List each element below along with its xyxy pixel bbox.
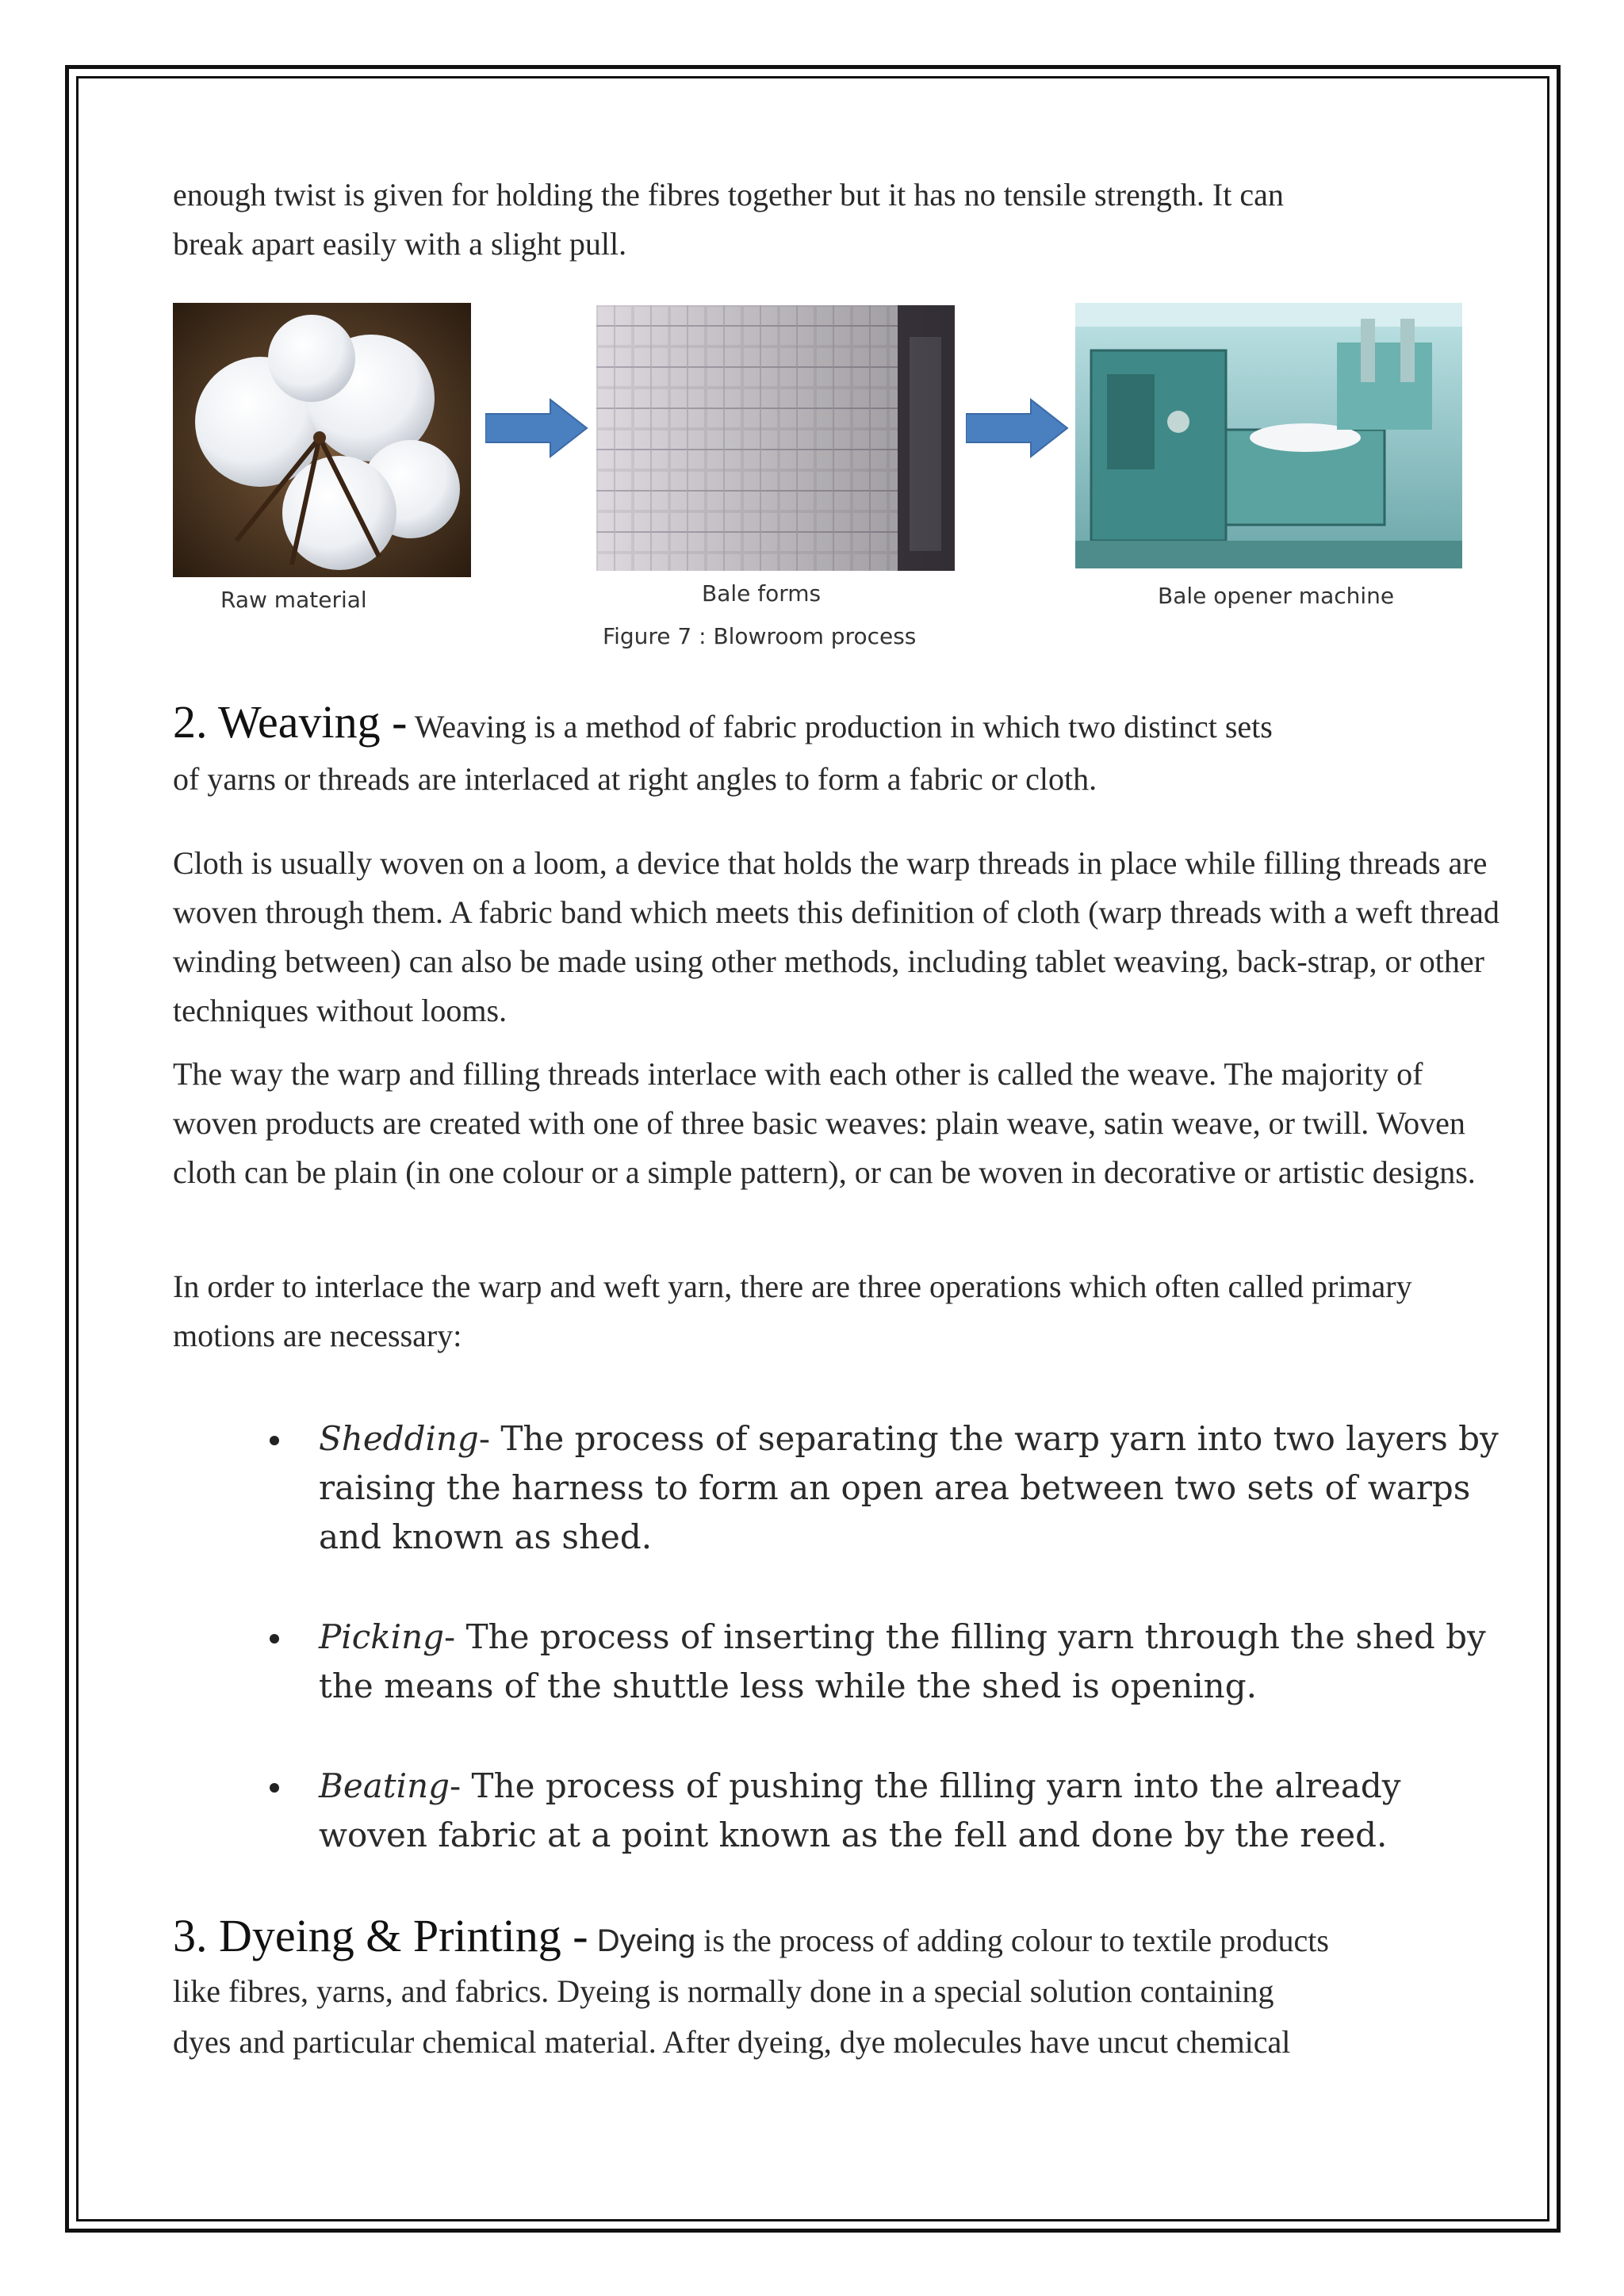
list-item-picking: Picking- The process of inserting the filling yarn through the shed by the means of the shuttle less while the shed is opening. (270, 1613, 1507, 1711)
raw-material-image (173, 303, 471, 577)
weaving-lead-line-1: Weaving is a method of fabric production in which two distinct sets (407, 709, 1273, 744)
weaving-heading: 2. Weaving - (173, 696, 408, 748)
weaving-paragraph-2: The way the warp and filling threads interlace with each other is called the weave. The majority of woven products are created with one of three basic weaves: plain weave, satin weave, or twill. Woven cloth can be plain (in one colour or a simple pattern), or can be woven in decorative or artistic designs. (173, 1056, 1476, 1190)
caption-raw-material: Raw material (220, 587, 367, 613)
weaving-paragraph-1: Cloth is usually woven on a loom, a device that holds the warp threads in place while filling threads are woven through them. A fabric band which meets this definition of cloth (warp threads with a weft thread winding between) can also be made using other methods, including tablet weaving, back-strap, or other techniques without looms. (173, 845, 1500, 1028)
list-item-shedding: Shedding- The process of separating the warp yarn into two layers by raising the harness to form an open area between two sets of warps and known as shed. (270, 1414, 1507, 1562)
weaving-lead-line-2: of yarns or threads are interlaced at right angles to form a fabric or cloth. (173, 761, 1097, 797)
term-shedding: Shedding (319, 1419, 479, 1458)
term-beating: Beating (319, 1766, 450, 1805)
bale-opener-image (1075, 303, 1462, 568)
dyeing-paragraph: 3. Dyeing & Printing - Dyeing is the process of adding colour to textile products like fibres, yarns, and fabrics. Dyeing is normally done in a special solution containing dyes and particular chemical material. After dyeing, dye molecules have uncut chemical (173, 1910, 1329, 2060)
dyeing-line-3: dyes and particular chemical material. After dyeing, dye molecules have uncut chemical (173, 2024, 1291, 2060)
term-picking: Picking (319, 1617, 445, 1656)
intro-line-2: break apart easily with a slight pull. (173, 226, 627, 262)
dyeing-heading: 3. Dyeing & Printing - (173, 1910, 588, 1961)
flow-arrow-1 (485, 396, 588, 460)
intro-line-1: enough twist is given for holding the fibres together but it has no tensile strength. It can (173, 177, 1284, 212)
weaving-paragraph-3: In order to interlace the warp and weft yarn, there are three operations which often called primary motions are necessary: (173, 1269, 1412, 1353)
figure-caption: Figure 7 : Blowroom process (603, 623, 917, 649)
flow-arrow-2 (966, 396, 1069, 460)
caption-bale-opener: Bale opener machine (1158, 583, 1395, 609)
caption-bale-forms: Bale forms (702, 580, 822, 607)
bale-forms-image (596, 305, 955, 571)
intro-paragraph (173, 170, 1505, 269)
list-item-beating: Beating- The process of pushing the filling yarn into the already woven fabric at a point known as the fell and done by the reed. (270, 1762, 1507, 1860)
dyeing-line-2: like fibres, yarns, and fabrics. Dyeing is normally done in a special solution containing (173, 1973, 1274, 2009)
primary-motions-list (270, 1414, 1507, 1860)
weaving-lead (173, 696, 1505, 806)
